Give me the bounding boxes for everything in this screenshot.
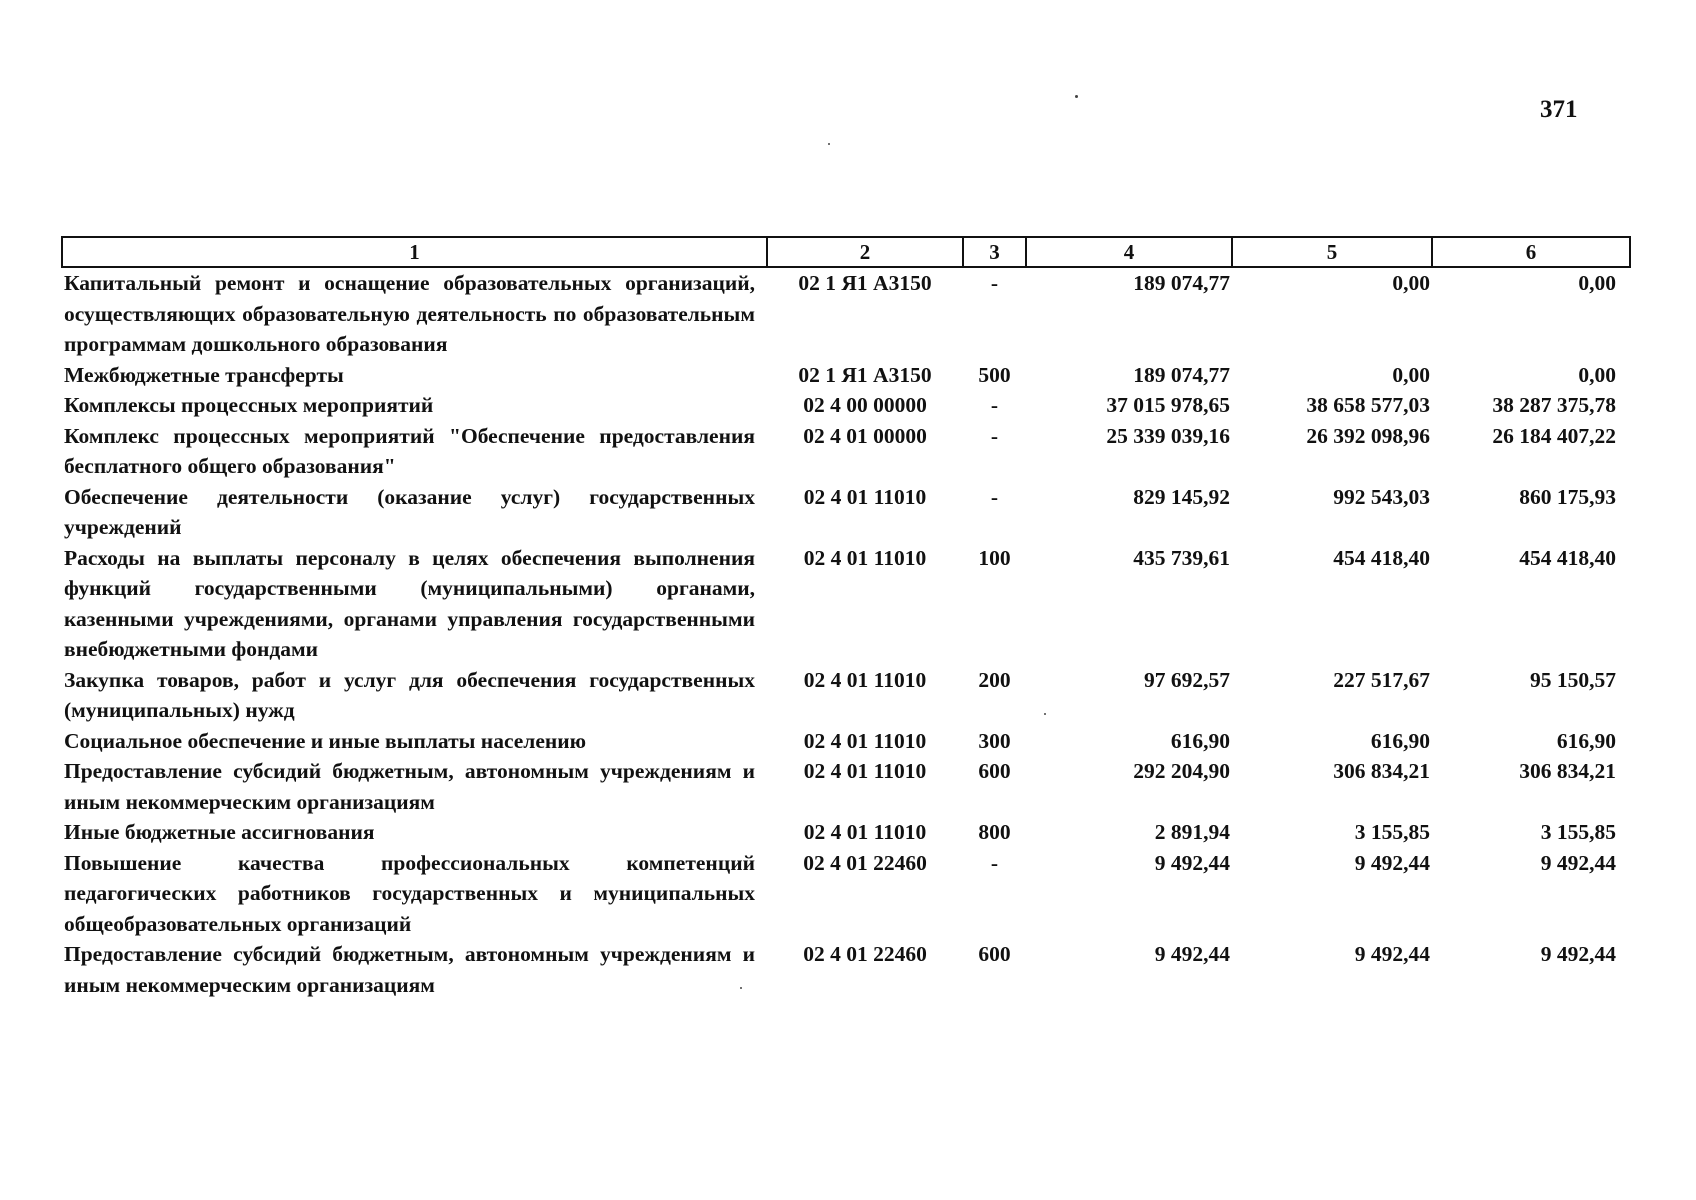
row-code: 02 4 01 11010 — [803, 820, 927, 844]
row-amount-col6: 860 175,93 — [1519, 484, 1616, 509]
row-expense-type: 500 — [978, 362, 1011, 387]
scan-speck — [1075, 95, 1078, 98]
row-amount-col4: 616,90 — [1170, 728, 1230, 753]
row-expense-type: 600 — [978, 759, 1011, 783]
row-amount-col4: 2 891,94 — [1154, 820, 1230, 844]
row-amount-col6: 3 155,85 — [1540, 820, 1616, 844]
table-row — [62, 360, 1630, 391]
scan-speck — [828, 143, 830, 145]
row-amount-col5: 227 517,67 — [1333, 667, 1430, 692]
table-row — [62, 482, 1630, 543]
row-code: 02 4 01 11010 — [803, 667, 927, 692]
row-amount-col4: 37 015 978,65 — [1106, 393, 1230, 417]
row-amount-col6: 0,00 — [1578, 362, 1616, 387]
row-code: 02 1 Я1 А3150 — [798, 271, 932, 295]
row-amount-col6: 38 287 375,78 — [1492, 393, 1616, 417]
row-expense-type: - — [990, 423, 999, 448]
row-amount-col6: 306 834,21 — [1519, 759, 1616, 783]
row-name: Расходы на выплаты персоналу в целях обеспечения выполнения функций государственными (муниципальными) органами, казенными учреждениями, органами управления государственными внебюджетными фондами — [64, 545, 755, 661]
page-number: 371 — [1540, 96, 1578, 123]
row-amount-col5: 454 418,40 — [1333, 545, 1430, 570]
row-amount-col6: 26 184 407,22 — [1492, 423, 1616, 448]
row-name: Обеспечение деятельности (оказание услуг) государственных учреждений — [64, 484, 755, 539]
row-amount-col6: 0,00 — [1578, 271, 1616, 295]
row-expense-type: - — [990, 271, 999, 295]
row-code: 02 4 01 11010 — [803, 545, 927, 570]
row-amount-col5: 992 543,03 — [1333, 484, 1430, 509]
row-amount-col5: 0,00 — [1392, 362, 1430, 387]
row-expense-type: - — [990, 850, 999, 875]
row-name: Закупка товаров, работ и услуг для обеспечения государственных (муниципальных) нужд — [64, 667, 755, 722]
row-code: 02 4 01 22460 — [803, 850, 927, 875]
row-amount-col5: 616,90 — [1370, 728, 1430, 753]
row-amount-col6: 95 150,57 — [1530, 667, 1616, 692]
row-amount-col5: 9 492,44 — [1354, 942, 1430, 966]
row-amount-col4: 9 492,44 — [1154, 942, 1230, 966]
table-row — [62, 817, 1630, 848]
row-amount-col4: 25 339 039,16 — [1106, 423, 1230, 448]
table-row — [62, 939, 1630, 1000]
row-name: Повышение качества профессиональных компетенций педагогических работников государственных и муниципальных общеобразовательных организаций — [64, 850, 755, 936]
row-expense-type: - — [990, 484, 999, 509]
row-amount-col6: 9 492,44 — [1540, 850, 1616, 875]
row-amount-col5: 26 392 098,96 — [1306, 423, 1430, 448]
row-amount-col6: 616,90 — [1556, 728, 1616, 753]
row-amount-col5: 0,00 — [1392, 271, 1430, 295]
row-name: Предоставление субсидий бюджетным, автономным учреждениям и иным некоммерческим организациям — [64, 759, 755, 814]
row-expense-type: 200 — [978, 667, 1011, 692]
row-amount-col5: 3 155,85 — [1354, 820, 1430, 844]
table-row — [62, 848, 1630, 940]
column-header: 5 — [1232, 237, 1432, 267]
column-header: 3 — [963, 237, 1026, 267]
table-row — [62, 267, 1630, 360]
column-header: 4 — [1026, 237, 1232, 267]
table-row — [62, 390, 1630, 421]
row-amount-col5: 306 834,21 — [1333, 759, 1430, 783]
table-header-row — [62, 237, 1630, 267]
row-code: 02 4 01 22460 — [803, 942, 927, 966]
table-row — [62, 543, 1630, 665]
row-name: Капитальный ремонт и оснащение образовательных организаций, осуществляющих образовательную деятельность по образовательным программам дошкольного образования — [64, 271, 755, 356]
row-name: Межбюджетные трансферты — [64, 362, 344, 387]
row-expense-type: 600 — [978, 942, 1011, 966]
row-amount-col4: 189 074,77 — [1133, 271, 1230, 295]
row-amount-col4: 97 692,57 — [1144, 667, 1230, 692]
row-expense-type: 800 — [978, 820, 1011, 844]
row-amount-col4: 292 204,90 — [1133, 759, 1230, 783]
row-amount-col4: 829 145,92 — [1133, 484, 1230, 509]
table-row — [62, 665, 1630, 726]
table-row — [62, 726, 1630, 757]
row-amount-col4: 9 492,44 — [1154, 850, 1230, 875]
row-code: 02 1 Я1 А3150 — [798, 362, 932, 387]
row-name: Социальное обеспечение и иные выплаты населению — [64, 728, 587, 753]
row-amount-col6: 454 418,40 — [1519, 545, 1616, 570]
row-amount-col5: 38 658 577,03 — [1306, 393, 1430, 417]
row-code: 02 4 01 00000 — [803, 423, 927, 448]
column-header: 2 — [767, 237, 963, 267]
column-header: 1 — [62, 237, 767, 267]
row-name: Комплекс процессных мероприятий "Обеспечение предоставления бесплатного общего образования" — [64, 423, 755, 478]
row-code: 02 4 00 00000 — [803, 393, 927, 417]
row-amount-col4: 435 739,61 — [1133, 545, 1230, 570]
row-expense-type: - — [990, 393, 999, 417]
row-code: 02 4 01 11010 — [803, 484, 927, 509]
row-name: Иные бюджетные ассигнования — [64, 820, 375, 844]
row-amount-col6: 9 492,44 — [1540, 942, 1616, 966]
row-code: 02 4 01 11010 — [803, 728, 927, 753]
row-name: Предоставление субсидий бюджетным, автономным учреждениям и иным некоммерческим организациям — [64, 942, 755, 997]
row-expense-type: 100 — [978, 545, 1011, 570]
row-name: Комплексы процессных мероприятий — [64, 393, 434, 417]
row-amount-col4: 189 074,77 — [1133, 362, 1230, 387]
column-header: 6 — [1432, 237, 1630, 267]
row-expense-type: 300 — [978, 728, 1011, 753]
row-code: 02 4 01 11010 — [803, 759, 927, 783]
budget-table — [61, 236, 1631, 1000]
table-row — [62, 756, 1630, 817]
row-amount-col5: 9 492,44 — [1354, 850, 1430, 875]
table-row — [62, 421, 1630, 482]
